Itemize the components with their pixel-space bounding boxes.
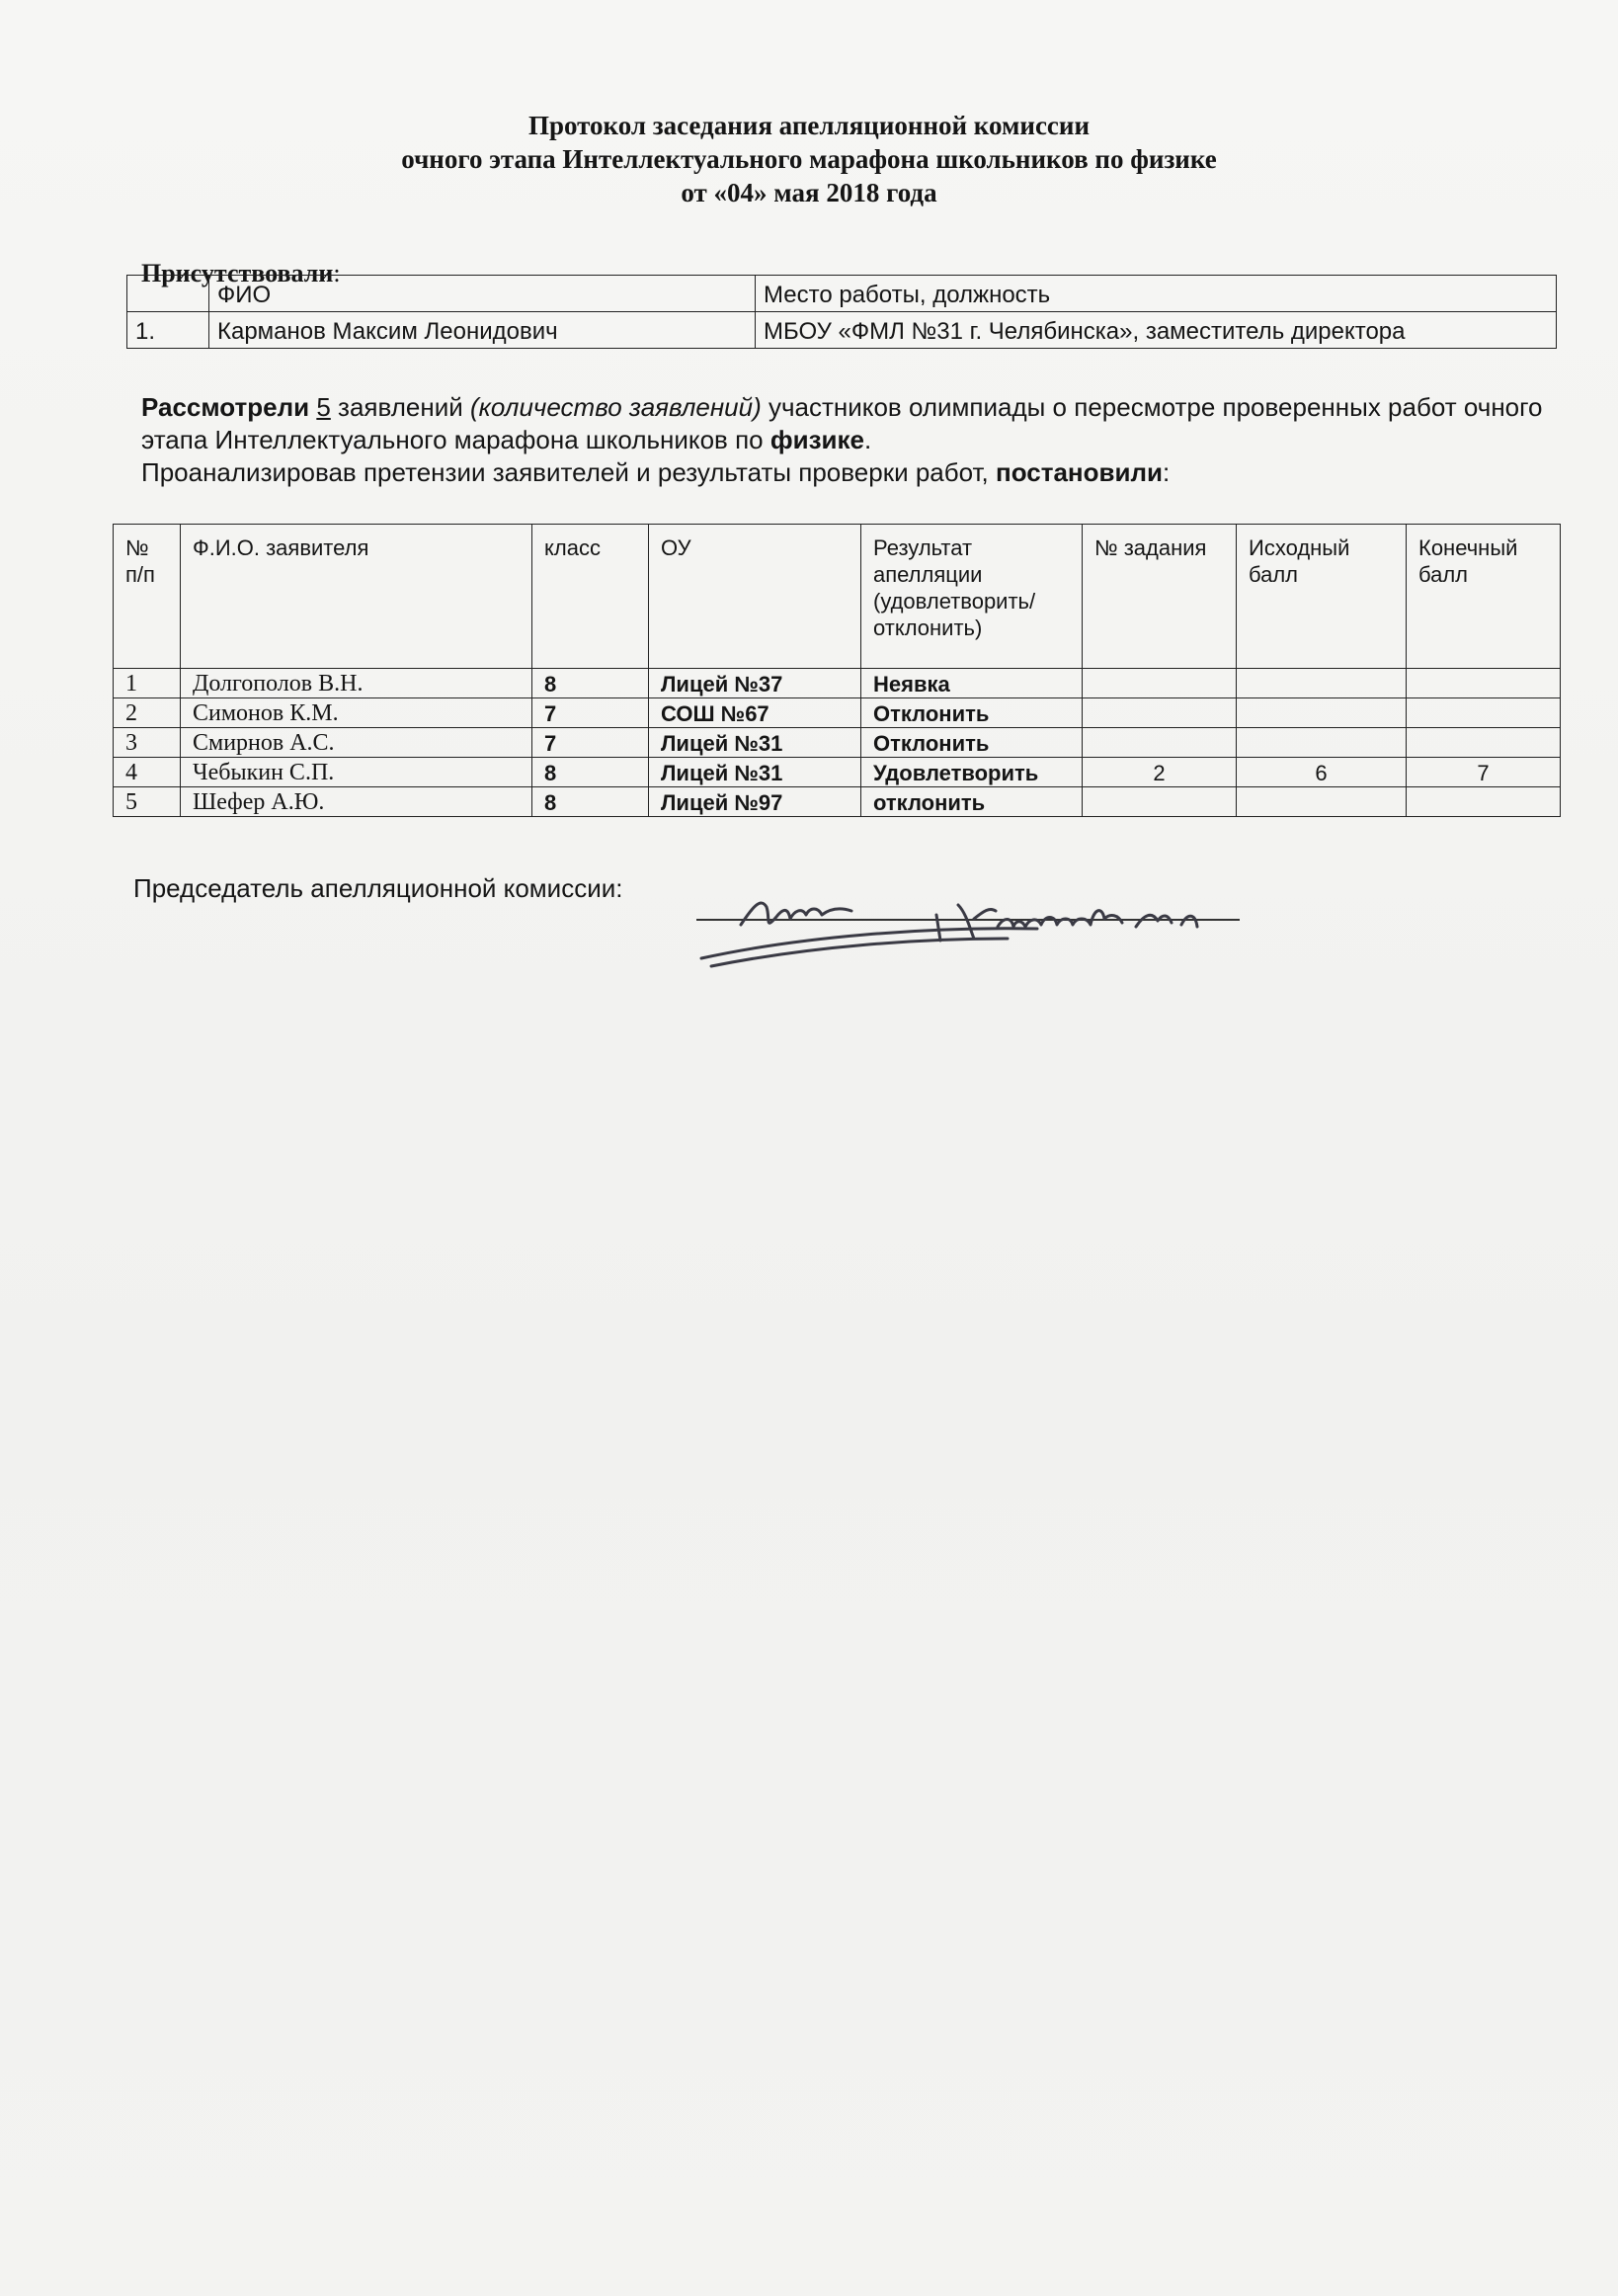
appeals-header-row [114,525,1561,669]
chairman-label: Председатель апелляционной комиссии: [133,873,623,903]
col-initial-score: Исходный балл [1237,525,1407,669]
col-number: № п/п [114,525,181,669]
considered-paragraph: Рассмотрели 5 заявлений (количество заявлений) участников олимпиады о пересмотре проверенных работ очного этапа Интеллектуального марафона школьников по физике. Проанализировав претензии заявителей и результаты проверки работ, постановили: [141,392,1543,487]
attendance-cell: МБОУ «ФМЛ №31 г. Челябинска», заместитель директора [756,312,1557,349]
attendance-row [127,312,1557,349]
col-task: № задания [1083,525,1237,669]
attendance-col-num [127,276,209,312]
title-line-1: Протокол заседания апелляционной комиссии [527,111,1091,140]
title-line-2: очного этапа Интеллектуального марафона школьников по физике [401,144,1217,174]
table-row: 4 Чебыкин С.П. 8 Лицей №31 Удовлетворить 2 6 7 [114,758,1561,787]
attendance-cell: Карманов Максим Леонидович [209,312,756,349]
attendance-col-name: ФИО [209,276,756,312]
applications-count: 5 [316,392,331,422]
attendance-col-workplace: Место работы, должность [756,276,1557,312]
appeals-table [113,524,1561,817]
handwritten-signature [682,867,1314,976]
col-result: Результат апелляции (удовлетворить/ отклонить) [861,525,1083,669]
col-school: ОУ [649,525,861,669]
document-title [0,109,1618,209]
table-row: 3 Смирнов А.С. 7 Лицей №31 Отклонить [114,728,1561,758]
attendance-cell: 1. [127,312,209,349]
table-row: 2 Симонов К.М. 7 СОШ №67 Отклонить [114,698,1561,728]
col-grade: класс [532,525,649,669]
col-final-score: Конечный балл [1407,525,1561,669]
title-line-3: от «04» мая 2018 года [681,178,937,207]
col-applicant: Ф.И.О. заявителя [181,525,532,669]
attendance-table [126,275,1557,349]
attendance-header-row [127,276,1557,312]
attendance-label: Присутствовали: [141,259,341,287]
table-row: 5 Шефер А.Ю. 8 Лицей №97 отклонить [114,787,1561,817]
table-row: 1 Долгополов В.Н. 8 Лицей №37 Неявка [114,669,1561,698]
